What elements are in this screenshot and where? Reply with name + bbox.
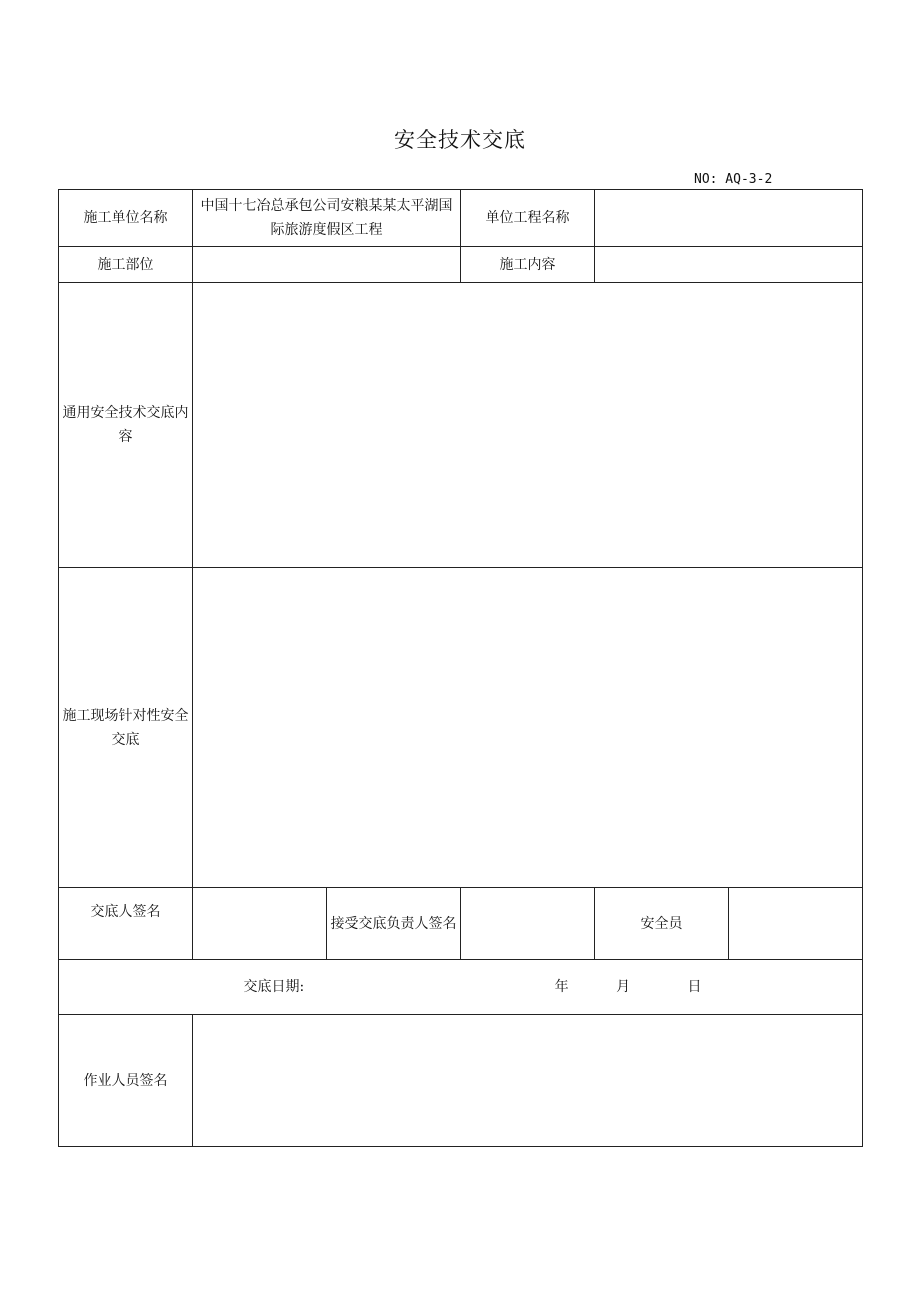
- safety-disclosure-form: [58, 189, 863, 1147]
- site-specific-safety-label: 施工现场针对性安全交底: [59, 568, 193, 888]
- project-name-field[interactable]: [595, 190, 863, 247]
- construction-unit-value[interactable]: 中国十七冶总承包公司安粮某某太平湖国际旅游度假区工程: [193, 190, 461, 247]
- document-number: NO: AQ-3-2: [694, 172, 773, 187]
- workers-signature-field[interactable]: [193, 1015, 863, 1147]
- work-content-label: 施工内容: [461, 247, 595, 283]
- work-content-field[interactable]: [595, 247, 863, 283]
- document-title: 安全技术交底: [394, 128, 526, 152]
- project-name-label: 单位工程名称: [461, 190, 595, 247]
- date-day-label: 日: [687, 979, 702, 995]
- construction-location-label: 施工部位: [59, 247, 193, 283]
- receiver-signature-label: 接受交底负责人签名: [327, 888, 461, 960]
- site-specific-safety-field[interactable]: [193, 568, 863, 888]
- safety-officer-signature-field[interactable]: [729, 888, 863, 960]
- disclosure-date-row[interactable]: [59, 960, 863, 1015]
- discloser-signature-field[interactable]: [193, 888, 327, 960]
- workers-signature-label: 作业人员签名: [59, 1015, 193, 1147]
- disclosure-date-label: 交底日期:: [243, 979, 305, 995]
- discloser-signature-label: 交底人签名: [59, 888, 193, 960]
- receiver-signature-field[interactable]: [461, 888, 595, 960]
- construction-unit-label: 施工单位名称: [59, 190, 193, 247]
- general-safety-content-field[interactable]: [193, 283, 863, 568]
- date-year-label: 年: [554, 979, 569, 995]
- construction-location-field[interactable]: [193, 247, 461, 283]
- general-safety-content-label: 通用安全技术交底内容: [59, 283, 193, 568]
- date-month-label: 月: [616, 979, 631, 995]
- safety-officer-label: 安全员: [595, 888, 729, 960]
